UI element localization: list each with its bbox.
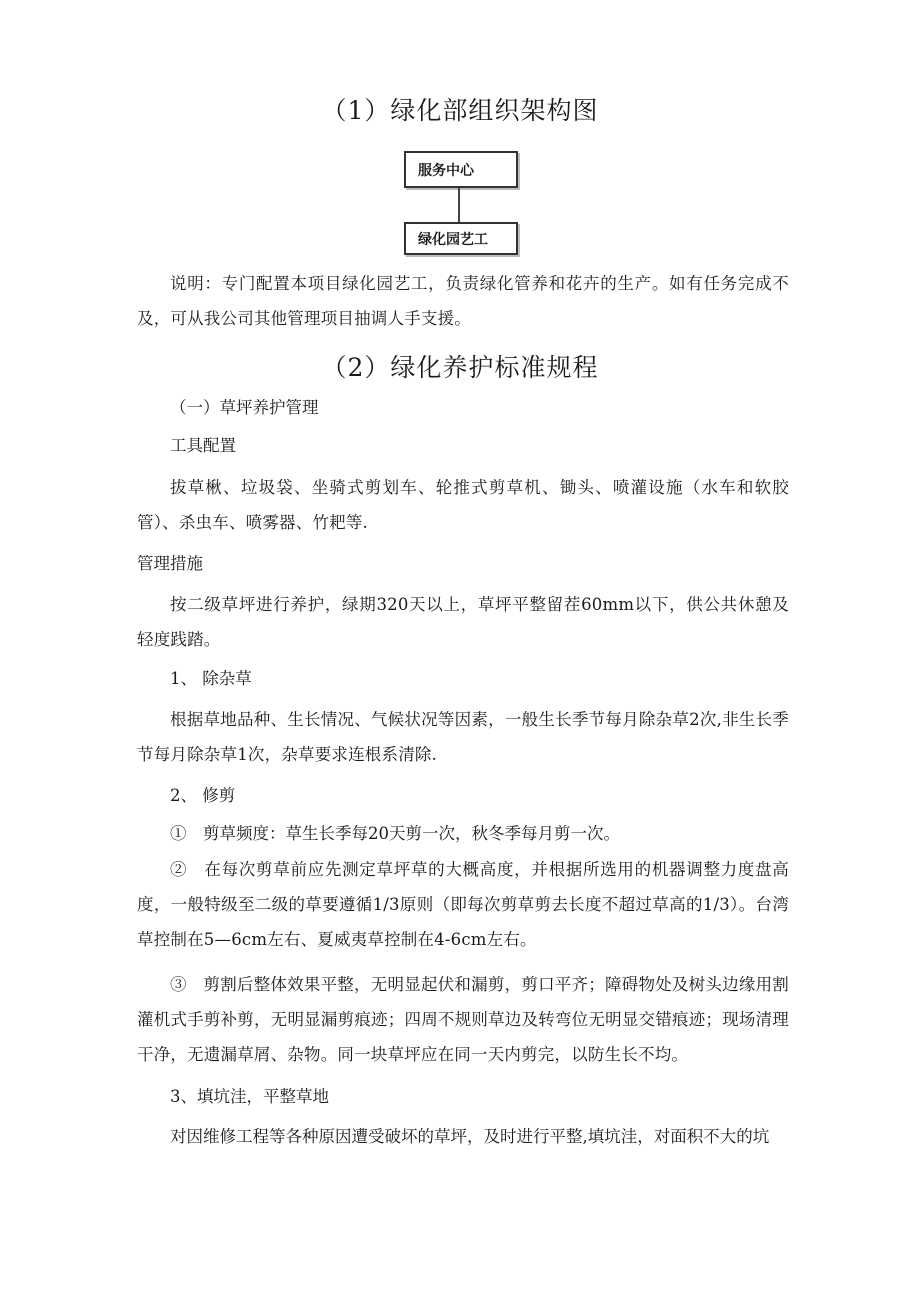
measures-text: 按二级草坪进行养护，绿期320天以上，草坪平整留茬60mm以下，供公共休憩及轻度践踏。 (137, 595, 789, 649)
org-box-gardener: 绿化园艺工 (404, 222, 518, 255)
section2-title: （2）绿化养护标准规程 (321, 353, 599, 382)
org-connector (458, 188, 460, 222)
item2-height: ② 在每次剪草前应先测定草坪草的大概高度，并根据所选用的机器调整力度盘高度，一般特级至二级的草要遵循1/3原则（即每次剪草剪去长度不超过草高的1/3）。台湾草控制在5—6cm左右、夏威夷草控制在4-6cm左右。 (137, 860, 789, 949)
org-box-service-center: 服务中心 (404, 151, 518, 188)
tools-text: 拔草楸、垃圾袋、坐骑式剪划车、轮推式剪草机、锄头、喷灌设施（水车和软胶管）、杀虫车、喷雾器、竹耙等. (137, 478, 789, 532)
item1-text: 根据草地品种、生长情况、气候状况等因素，一般生长季节每月除杂草2次,非生长季节每月除杂草1次，杂草要求连根系清除. (137, 710, 789, 764)
section1-title: （1）绿化部组织架构图 (321, 96, 599, 125)
tools-heading: 工具配置 (170, 436, 236, 455)
sub-heading-lawn: （一）草坪养护管理 (170, 398, 319, 417)
item2-frequency: ① 剪草频度：草生长季每20天剪一次，秋冬季每月剪一次。 (170, 824, 620, 843)
item2-heading: 2、 修剪 (170, 786, 236, 805)
measures-heading: 管理措施 (137, 554, 203, 573)
section1-note: 说明：专门配置本项目绿化园艺工，负责绿化管养和花卉的生产。如有任务完成不及，可从我公司其他管理项目抽调人手支援。 (137, 274, 789, 328)
item3-text: 对因维修工程等各种原因遭受破坏的草坪，及时进行平整,填坑洼，对面积不大的坑 (170, 1127, 770, 1146)
item2-quality: ③ 剪割后整体效果平整，无明显起伏和漏剪，剪口平齐；障碍物处及树头边缘用割灌机式手剪补剪，无明显漏剪痕迹；四周不规则草边及转弯位无明显交错痕迹；现场清理干净，无遗漏草屑、杂物。同一块草坪应在同一天内剪完，以防生长不均。 (137, 975, 789, 1064)
item3-heading: 3、填坑洼，平整草地 (170, 1087, 329, 1106)
item1-heading: 1、 除杂草 (170, 669, 252, 688)
